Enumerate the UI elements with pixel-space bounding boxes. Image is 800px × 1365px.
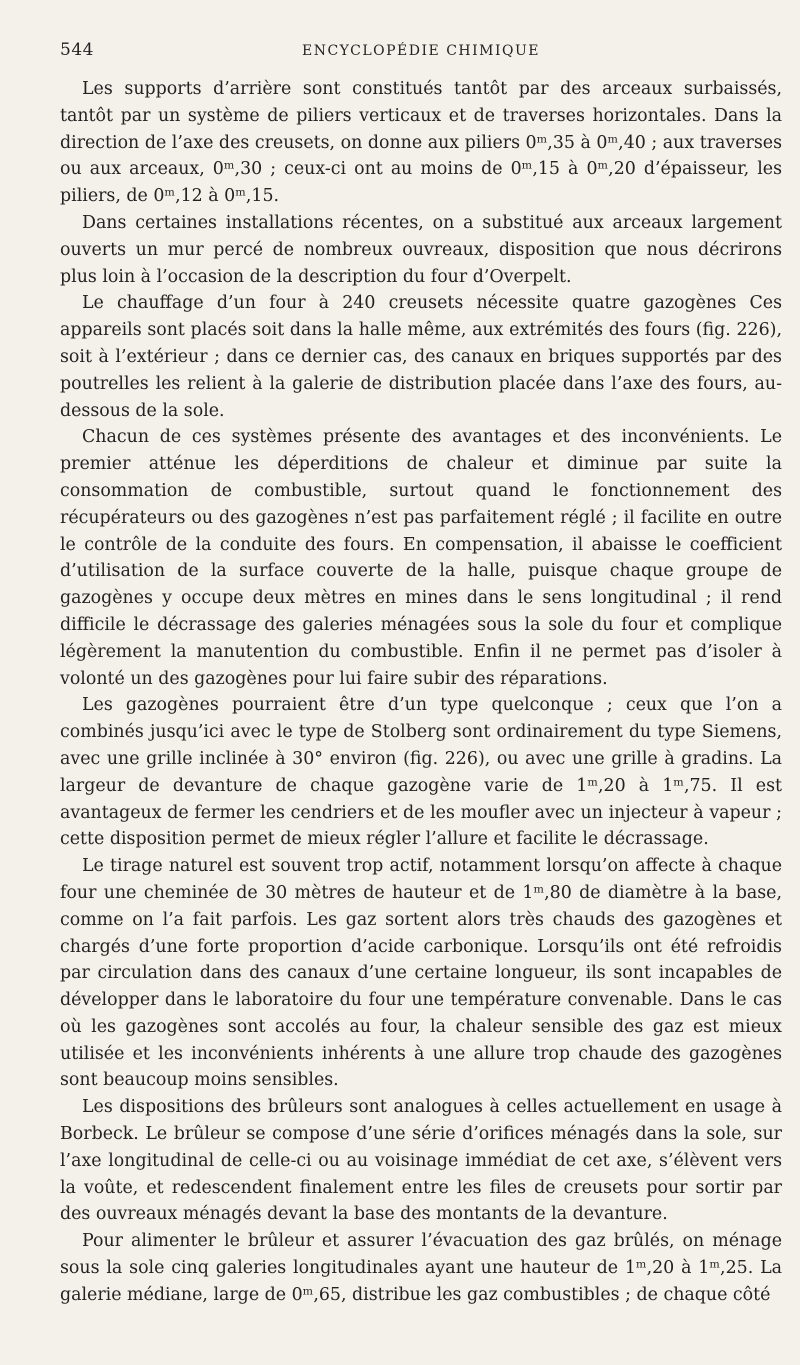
page-number: 544	[60, 40, 94, 60]
paragraph: Les supports d’arrière sont constitués tantôt par des arceaux surbaissés, tantôt par un système de piliers verticaux et de traverses horizontales. Dans la direction de l’axe des creusets, on donne aux piliers 0ᵐ,35 à 0ᵐ,40 ; aux traverses ou aux arceaux, 0ᵐ,30 ; ceux-ci ont au moins de 0ᵐ,15 à 0ᵐ,20 d’épaisseur, les piliers, de 0ᵐ,12 à 0ᵐ,15.	[60, 79, 782, 207]
running-header	[60, 40, 782, 76]
paragraph: Les gazogènes pourraient être d’un type quelconque ; ceux que l’on a combinés jusqu’ici avec le type de Stolberg sont ordinairement du type Siemens, avec une grille inclinée à 30° environ (fig. 226), ou avec une grille à gradins. La largeur de devanture de chaque gazogène varie de 1ᵐ,20 à 1ᵐ,75. Il est avantageux de fermer les cendriers et de les moufler avec un injecteur à vapeur ; cette disposition permet de mieux régler l’allure et facilite le décrassage.	[60, 695, 782, 850]
paragraph: Les dispositions des brûleurs sont analogues à celles actuellement en usage à Borbeck. Le brûleur se compose d’une série d’orifices ménagés dans la sole, sur l’axe longitudinal de celle-ci ou au voisinage immédiat de cet axe, s’élèvent vers la voûte, et redescendent finalement entre les files de creusets pour sortir par des ouvreaux ménagés devant la base des montants de la devanture.	[60, 1097, 782, 1225]
paragraph: Le tirage naturel est souvent trop actif, notamment lorsqu’on affecte à chaque four une cheminée de 30 mètres de hauteur et de 1ᵐ,80 de diamètre à la base, comme on l’a fait parfois. Les gaz sortent alors très chauds des gazogènes et chargés d’une forte proportion d’acide carbonique. Lorsqu’ils ont été refroidis par circulation dans des canaux d’une certaine longueur, ils sont incapables de développer dans le laboratoire du four une température convenable. Dans le cas où les gazogènes sont accolés au four, la chaleur sensible des gaz est mieux utilisée et les inconvénients inhérents à une allure trop chaude des gazogènes sont beaucoup moins sensibles.	[60, 856, 782, 1091]
paragraph: Le chauffage d’un four à 240 creusets nécessite quatre gazogènes Ces appareils sont placés soit dans la halle même, aux extrémités des fours (fig. 226), soit à l’extérieur ; dans ce dernier cas, des canaux en briques supportés par des poutrelles les relient à la galerie de distribution placée dans l’axe des fours, au-dessous de la sole.	[60, 293, 782, 421]
body-text	[60, 76, 782, 1309]
paragraph: Dans certaines installations récentes, on a substitué aux arceaux largement ouverts un mur percé de nombreux ouvreaux, disposition que nous décrirons plus loin à l’occasion de la description du four d’Overpelt.	[60, 212, 782, 287]
paragraph: Chacun de ces systèmes présente des avantages et des inconvénients. Le premier atténue les déperditions de chaleur et diminue par suite la consommation de combustible, surtout quand le fonctionnement des récupérateurs ou des gazogènes n’est pas parfaitement réglé ; il facilite en outre le contrôle de la conduite des fours. En compensation, il abaisse le coefficient d’utilisation de la surface couverte de la halle, puisque chaque groupe de gazogènes y occupe deux mètres en mines dans le sens longitudinal ; il rend difficile le décrassage des galeries ménagées sous la sole du four et complique légèrement la manutention du combustible. Enfin il ne permet pas d’isoler à volonté un des gazogènes pour lui faire subir des réparations.	[60, 427, 782, 689]
paragraph: Pour alimenter le brûleur et assurer l’évacuation des gaz brûlés, on ménage sous la sole cinq galeries longitudinales ayant une hauteur de 1ᵐ,20 à 1ᵐ,25. La galerie médiane, large de 0ᵐ,65, distribue les gaz combustibles ; de chaque côté	[60, 1231, 782, 1305]
book-title: ENCYCLOPÉDIE CHIMIQUE	[301, 43, 541, 59]
